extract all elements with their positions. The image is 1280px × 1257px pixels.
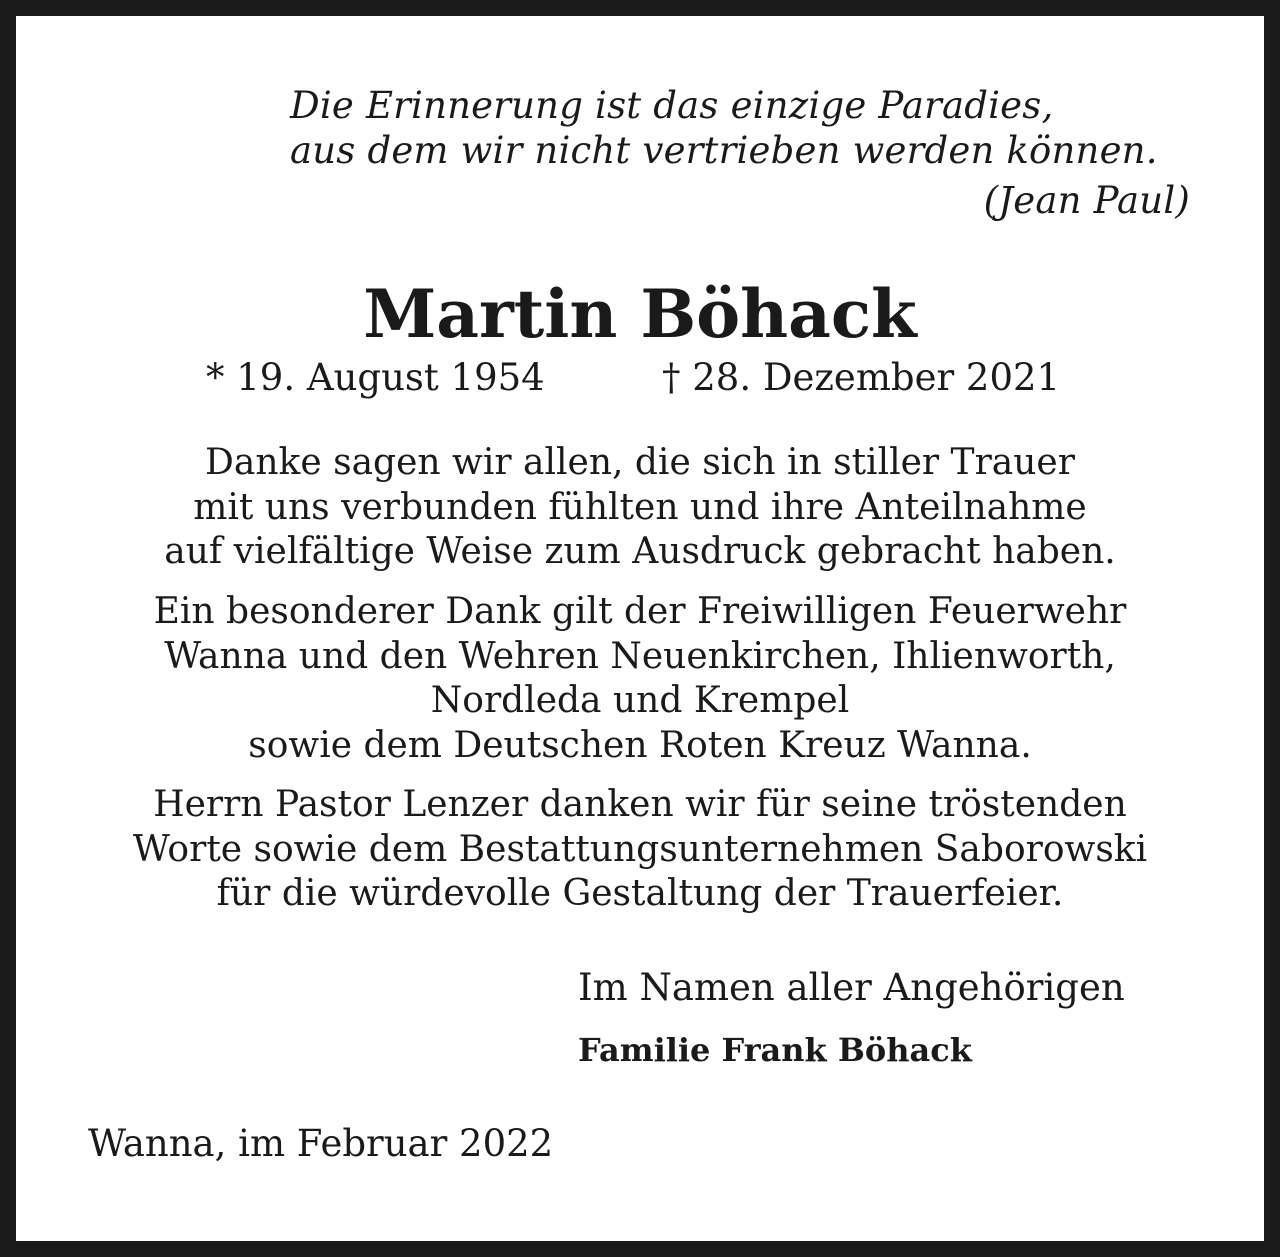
paragraph-line: mit uns verbunden fühlten und ihre Anteilnahme xyxy=(193,486,1087,528)
death-date: † 28. Dezember 2021 xyxy=(662,356,1061,399)
paragraph-line: Worte sowie dem Bestattungsunternehmen Saborowski xyxy=(132,828,1148,870)
place-date: Wanna, im Februar 2022 xyxy=(88,1122,554,1165)
quote-line-1: Die Erinnerung ist das einzige Paradies, xyxy=(290,84,1054,127)
paragraph-line: auf vielfältige Weise zum Ausdruck gebracht haben. xyxy=(164,531,1116,572)
paragraph-line: für die würdevolle Gestaltung der Trauerfeier. xyxy=(216,873,1064,914)
deceased-name: Martin Böhack xyxy=(363,275,917,353)
paragraph-line: Herrn Pastor Lenzer danken wir für seine tröstenden xyxy=(153,784,1127,825)
signature-line: Im Namen aller Angehörigen xyxy=(578,966,1125,1009)
paragraph-line: Danke sagen wir allen, die sich in stiller Trauer xyxy=(205,442,1075,483)
paragraph-line: Ein besonderer Dank gilt der Freiwilligen Feuerwehr xyxy=(153,591,1127,632)
birth-date: * 19. August 1954 xyxy=(206,356,545,399)
quote-author: (Jean Paul) xyxy=(983,179,1190,222)
thanks-paragraph-2 xyxy=(16,590,1264,768)
thanks-paragraph-1 xyxy=(16,441,1264,575)
paragraph-line: Wanna und den Wehren Neuenkirchen, Ihlienworth, xyxy=(164,635,1116,677)
thanks-paragraph-3 xyxy=(16,783,1264,917)
signature-family: Familie Frank Böhack xyxy=(578,1031,972,1069)
quote-line-2: aus dem wir nicht vertrieben werden können. xyxy=(290,129,1158,172)
paragraph-line: sowie dem Deutschen Roten Kreuz Wanna. xyxy=(248,724,1032,766)
paragraph-line: Nordleda und Krempel xyxy=(430,680,850,721)
